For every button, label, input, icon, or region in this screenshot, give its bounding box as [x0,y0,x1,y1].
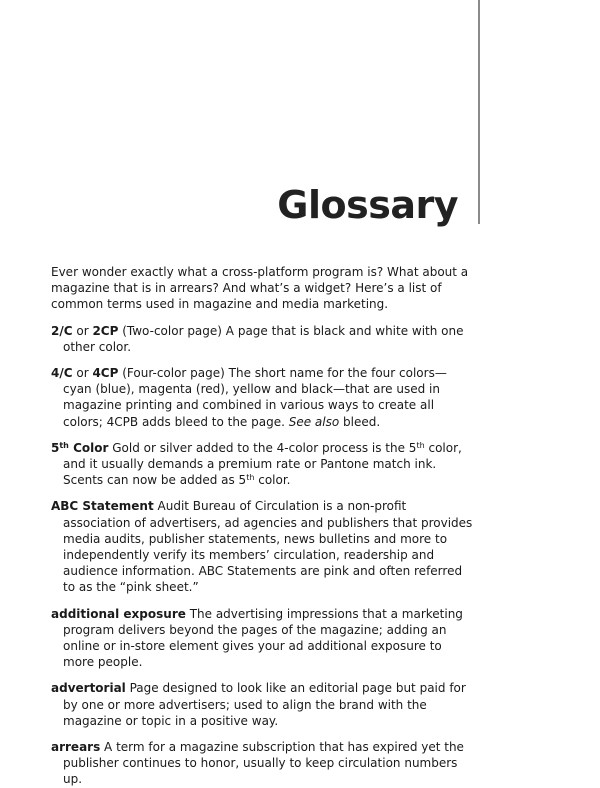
definition-superscript-1: th [416,440,425,450]
entry-or: or [72,323,93,338]
see-also-label: See also [288,414,340,429]
glossary-entry-4c [51,365,473,430]
glossary-content [51,264,473,788]
glossary-entry-abc-statement [51,498,473,595]
entry-definition: A page that is black and white with one other color. [63,323,464,354]
glossary-entry-additional-exposure [51,606,473,671]
entry-term: ABC Statement [51,499,154,514]
entry-definition-a: Gold or silver added to the 4-color process is the 5 [108,440,417,455]
glossary-entry-5th-color [51,440,473,489]
page-title: Glossary [277,183,458,227]
glossary-entry-advertorial [51,680,473,729]
entry-or: or [72,366,93,381]
glossary-entry-arrears [51,739,473,788]
glossary-entry-2c [51,323,473,355]
entry-term-superscript: th [59,440,69,450]
entry-term-rest: Color [68,440,109,455]
entry-definition: Audit Bureau of Circulation is a non-profit association of advertisers, ad agencies and publishers that provides media audits, publisher statements, news bulletins and more to independently verify its members’ circulation, readership and audience information. ABC Statements are pink and often referred to as the “pink sheet.” [63,499,473,595]
entry-term: 4/C [51,366,73,381]
entry-term: 2/C [51,323,73,338]
see-also-term: bleed. [339,414,381,429]
entry-definition: Page designed to look like an editorial page but paid for by one or more advertisers; used to align the brand with the magazine or topic in a positive way. [63,681,466,728]
entry-term-alt: 2CP [92,323,119,338]
entry-term: additional exposure [51,606,186,621]
entry-definition-b: color, and it usually demands a premium rate or Pantone match ink. Scents can now be added as 5 [63,440,462,488]
entry-paren: (Two-color page) [118,323,222,338]
entry-definition: The short name for the four colors—cyan (blue), magenta (red), yellow and black—that are used in magazine printing and combined in various ways to create all colors; 4CPB adds bleed to the page. [63,366,447,429]
entry-definition: The advertising impressions that a marketing program delivers beyond the pages of the magazine; adding an online or in-store element gives your ad additional exposure to more people. [63,606,463,670]
entry-term: advertorial [51,681,126,696]
entry-term-number: 5 [51,440,60,455]
margin-rule [478,0,480,224]
entry-term-alt: 4CP [92,366,119,381]
entry-definition: A term for a magazine subscription that has expired yet the publisher continues to honor, usually to keep circulation numbers up. [63,740,464,787]
entry-definition-c: color. [254,473,291,488]
definition-superscript-2: th [246,473,255,483]
entry-term [51,441,108,455]
entry-term: arrears [51,740,101,755]
intro-paragraph: Ever wonder exactly what a cross-platform program is? What about a magazine that is in arrears? And what’s a widget? Here’s a list of common terms used in magazine and media marketing. [51,265,469,312]
entry-paren: (Four-color page) [118,366,225,381]
